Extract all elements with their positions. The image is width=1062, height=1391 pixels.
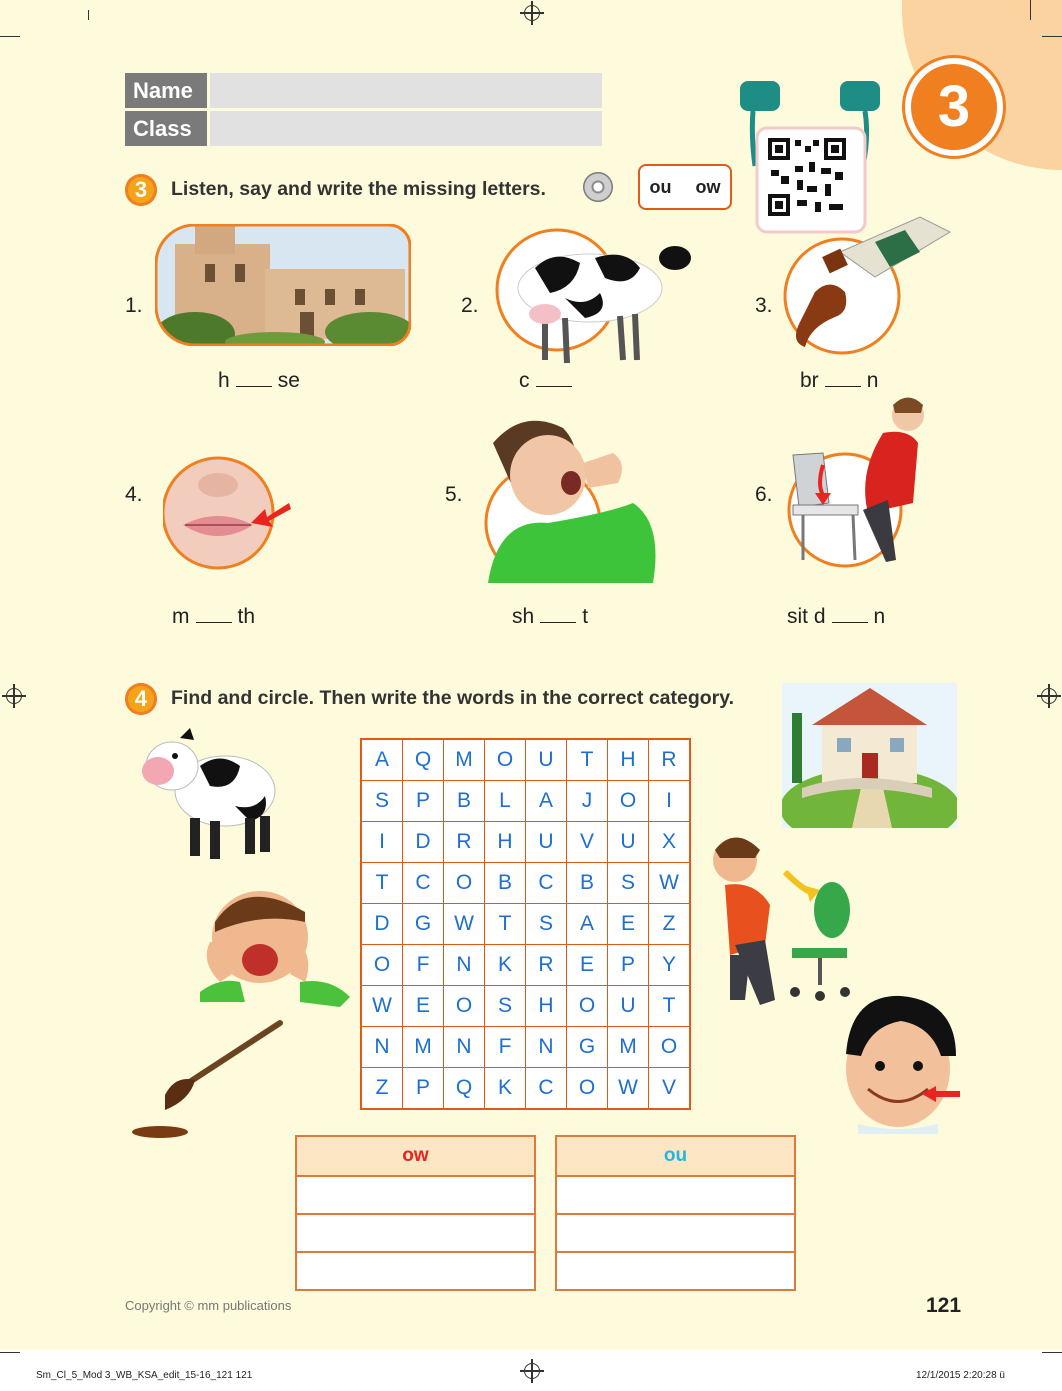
grid-letter-cell[interactable]: M	[444, 739, 485, 781]
audio-cd-icon[interactable]	[583, 172, 613, 202]
grid-letter-cell[interactable]: O	[444, 863, 485, 904]
grid-letter-cell[interactable]: R	[526, 945, 567, 986]
mouth-photo	[163, 455, 303, 575]
grid-letter-cell[interactable]: U	[526, 739, 567, 781]
grid-letter-cell[interactable]: O	[608, 781, 649, 822]
item-number: 2.	[461, 294, 479, 317]
grid-letter-cell[interactable]: S	[361, 781, 403, 822]
missing-letters-blank[interactable]	[825, 370, 861, 387]
sound-options-box	[638, 164, 732, 210]
grid-letter-cell[interactable]: F	[485, 1027, 526, 1068]
grid-letter-cell[interactable]: T	[485, 904, 526, 945]
grid-letter-cell[interactable]: A	[361, 739, 403, 781]
item-number: 6.	[755, 483, 773, 506]
crop-mark	[88, 10, 89, 20]
grid-letter-cell[interactable]: A	[526, 781, 567, 822]
grid-letter-cell[interactable]: D	[403, 822, 444, 863]
grid-row	[361, 822, 690, 863]
paint-tube-photo	[780, 212, 955, 357]
grid-letter-cell[interactable]: U	[608, 822, 649, 863]
sound-ow: ow	[695, 177, 721, 197]
item-number: 5.	[445, 483, 463, 506]
house-photo	[155, 224, 411, 346]
page-number: 121	[926, 1294, 962, 1317]
category-table-ow	[295, 1135, 536, 1291]
answer-line[interactable]	[296, 1252, 535, 1290]
missing-letters-blank[interactable]	[196, 606, 232, 623]
grid-letter-cell[interactable]: I	[361, 822, 403, 863]
grid-letter-cell[interactable]: V	[649, 1068, 691, 1110]
grid-letter-cell[interactable]: U	[526, 822, 567, 863]
cow-photo	[495, 228, 695, 370]
shouting-boy-photo	[483, 413, 663, 583]
grid-letter-cell[interactable]: V	[567, 822, 608, 863]
crop-mark	[0, 1352, 20, 1353]
grid-letter-cell[interactable]: C	[403, 863, 444, 904]
grid-letter-cell[interactable]: K	[485, 1068, 526, 1110]
registration-mark-icon	[6, 688, 22, 704]
grid-letter-cell[interactable]: Z	[649, 904, 691, 945]
answer-line[interactable]	[556, 1252, 795, 1290]
grid-letter-cell[interactable]: H	[608, 739, 649, 781]
name-field[interactable]	[210, 73, 602, 108]
grid-letter-cell[interactable]: G	[403, 904, 444, 945]
grid-letter-cell[interactable]: A	[567, 904, 608, 945]
grid-letter-cell[interactable]: N	[526, 1027, 567, 1068]
paintbrush-icon	[130, 1015, 290, 1140]
grid-letter-cell[interactable]: I	[649, 781, 691, 822]
missing-letters-blank[interactable]	[540, 606, 576, 623]
class-field[interactable]	[210, 111, 602, 146]
grid-letter-cell[interactable]: S	[608, 863, 649, 904]
item-number: 3.	[755, 294, 773, 317]
name-label: Name	[125, 73, 207, 108]
crop-mark	[1030, 0, 1031, 20]
cartoon-cow-icon	[130, 726, 285, 866]
grid-letter-cell[interactable]: P	[403, 1068, 444, 1110]
answer-line[interactable]	[556, 1214, 795, 1252]
grid-letter-cell[interactable]: S	[526, 904, 567, 945]
exercise-3-number: 3	[125, 174, 157, 206]
registration-mark-icon	[1041, 688, 1057, 704]
category-table-ou	[555, 1135, 796, 1291]
grid-letter-cell[interactable]: T	[567, 739, 608, 781]
grid-letter-cell[interactable]: P	[608, 945, 649, 986]
category-header-ow: ow	[296, 1136, 535, 1176]
grid-letter-cell[interactable]: O	[485, 739, 526, 781]
grid-row	[361, 739, 690, 781]
grid-row	[361, 1068, 690, 1110]
grid-letter-cell[interactable]: B	[567, 863, 608, 904]
item-number: 1.	[125, 294, 143, 317]
grid-letter-cell[interactable]: O	[361, 945, 403, 986]
word-6: sit d n	[787, 605, 886, 628]
grid-letter-cell[interactable]: S	[485, 986, 526, 1027]
answer-line[interactable]	[296, 1176, 535, 1214]
grid-letter-cell[interactable]: W	[361, 986, 403, 1027]
word-search-grid[interactable]	[360, 738, 691, 1110]
crop-mark	[1042, 1352, 1062, 1353]
grid-letter-cell[interactable]: N	[361, 1027, 403, 1068]
answer-line[interactable]	[296, 1214, 535, 1252]
grid-letter-cell[interactable]: L	[485, 781, 526, 822]
grid-letter-cell[interactable]: J	[567, 781, 608, 822]
sit-down-photo	[783, 395, 953, 570]
grid-letter-cell[interactable]: N	[444, 945, 485, 986]
grid-letter-cell[interactable]: E	[403, 986, 444, 1027]
grid-letter-cell[interactable]: W	[608, 1068, 649, 1110]
class-label: Class	[125, 111, 207, 146]
copyright-text: Copyright © mm publications	[125, 1298, 292, 1313]
word-3: br n	[800, 369, 879, 392]
word-4: m th	[172, 605, 256, 628]
grid-letter-cell[interactable]: M	[403, 1027, 444, 1068]
grid-letter-cell[interactable]: H	[526, 986, 567, 1027]
exercise-3-instruction: Listen, say and write the missing letters.	[171, 178, 546, 200]
grid-letter-cell[interactable]: X	[649, 822, 691, 863]
word-5: sh t	[512, 605, 589, 628]
exercise-4-instruction: Find and circle. Then write the words in the correct category.	[171, 687, 735, 709]
crop-mark	[0, 36, 20, 37]
grid-letter-cell[interactable]: R	[444, 822, 485, 863]
grid-row	[361, 863, 690, 904]
print-slug-file: Sm_Cl_5_Mod 3_WB_KSA_edit_15-16_121 121	[36, 1370, 253, 1381]
registration-mark-icon	[524, 1363, 540, 1379]
grid-letter-cell[interactable]: O	[444, 986, 485, 1027]
grid-letter-cell[interactable]: Y	[649, 945, 691, 986]
grid-letter-cell[interactable]: G	[567, 1027, 608, 1068]
grid-letter-cell[interactable]: K	[485, 945, 526, 986]
grid-letter-cell[interactable]: O	[649, 1027, 691, 1068]
print-slug-date: 12/1/2015 2:20:28 ü	[916, 1370, 1005, 1381]
item-number: 4.	[125, 483, 143, 506]
grid-row	[361, 904, 690, 945]
grid-letter-cell[interactable]: D	[361, 904, 403, 945]
grid-letter-cell[interactable]: P	[403, 781, 444, 822]
cartoon-shouting-boy-icon	[200, 882, 350, 1007]
grid-letter-cell[interactable]: B	[444, 781, 485, 822]
word-2: c	[519, 369, 578, 393]
grid-row	[361, 986, 690, 1027]
grid-letter-cell[interactable]: Q	[444, 1068, 485, 1110]
grid-letter-cell[interactable]: M	[608, 1027, 649, 1068]
grid-letter-cell[interactable]: E	[608, 904, 649, 945]
word-1: h se	[218, 369, 300, 392]
grid-letter-cell[interactable]: R	[649, 739, 691, 781]
grid-letter-cell[interactable]: C	[526, 863, 567, 904]
missing-letters-blank[interactable]	[832, 606, 868, 623]
grid-letter-cell[interactable]: Z	[361, 1068, 403, 1110]
grid-letter-cell[interactable]: H	[485, 822, 526, 863]
missing-letters-blank[interactable]	[536, 370, 572, 387]
grid-letter-cell[interactable]: C	[526, 1068, 567, 1110]
registration-mark-icon	[524, 5, 540, 21]
category-header-ou: ou	[556, 1136, 795, 1176]
grid-letter-cell[interactable]: N	[444, 1027, 485, 1068]
cartoon-smiling-boy-icon	[838, 994, 963, 1134]
grid-row	[361, 945, 690, 986]
grid-letter-cell[interactable]: O	[567, 986, 608, 1027]
grid-row	[361, 781, 690, 822]
grid-letter-cell[interactable]: T	[649, 986, 691, 1027]
grid-letter-cell[interactable]: U	[608, 986, 649, 1027]
grid-letter-cell[interactable]: T	[361, 863, 403, 904]
cartoon-house-icon	[782, 683, 957, 828]
answer-line[interactable]	[556, 1176, 795, 1214]
grid-letter-cell[interactable]: W	[649, 863, 691, 904]
module-number-badge: 3	[905, 58, 1003, 156]
grid-letter-cell[interactable]: E	[567, 945, 608, 986]
grid-letter-cell[interactable]: B	[485, 863, 526, 904]
grid-row	[361, 1027, 690, 1068]
grid-letter-cell[interactable]: F	[403, 945, 444, 986]
crop-mark	[1042, 36, 1062, 37]
exercise-4-number: 4	[125, 683, 157, 715]
grid-letter-cell[interactable]: W	[444, 904, 485, 945]
missing-letters-blank[interactable]	[236, 370, 272, 387]
cartoon-sitting-boy-icon	[710, 830, 860, 1010]
grid-letter-cell[interactable]: O	[567, 1068, 608, 1110]
sound-ou: ou	[649, 177, 672, 197]
grid-letter-cell[interactable]: Q	[403, 739, 444, 781]
